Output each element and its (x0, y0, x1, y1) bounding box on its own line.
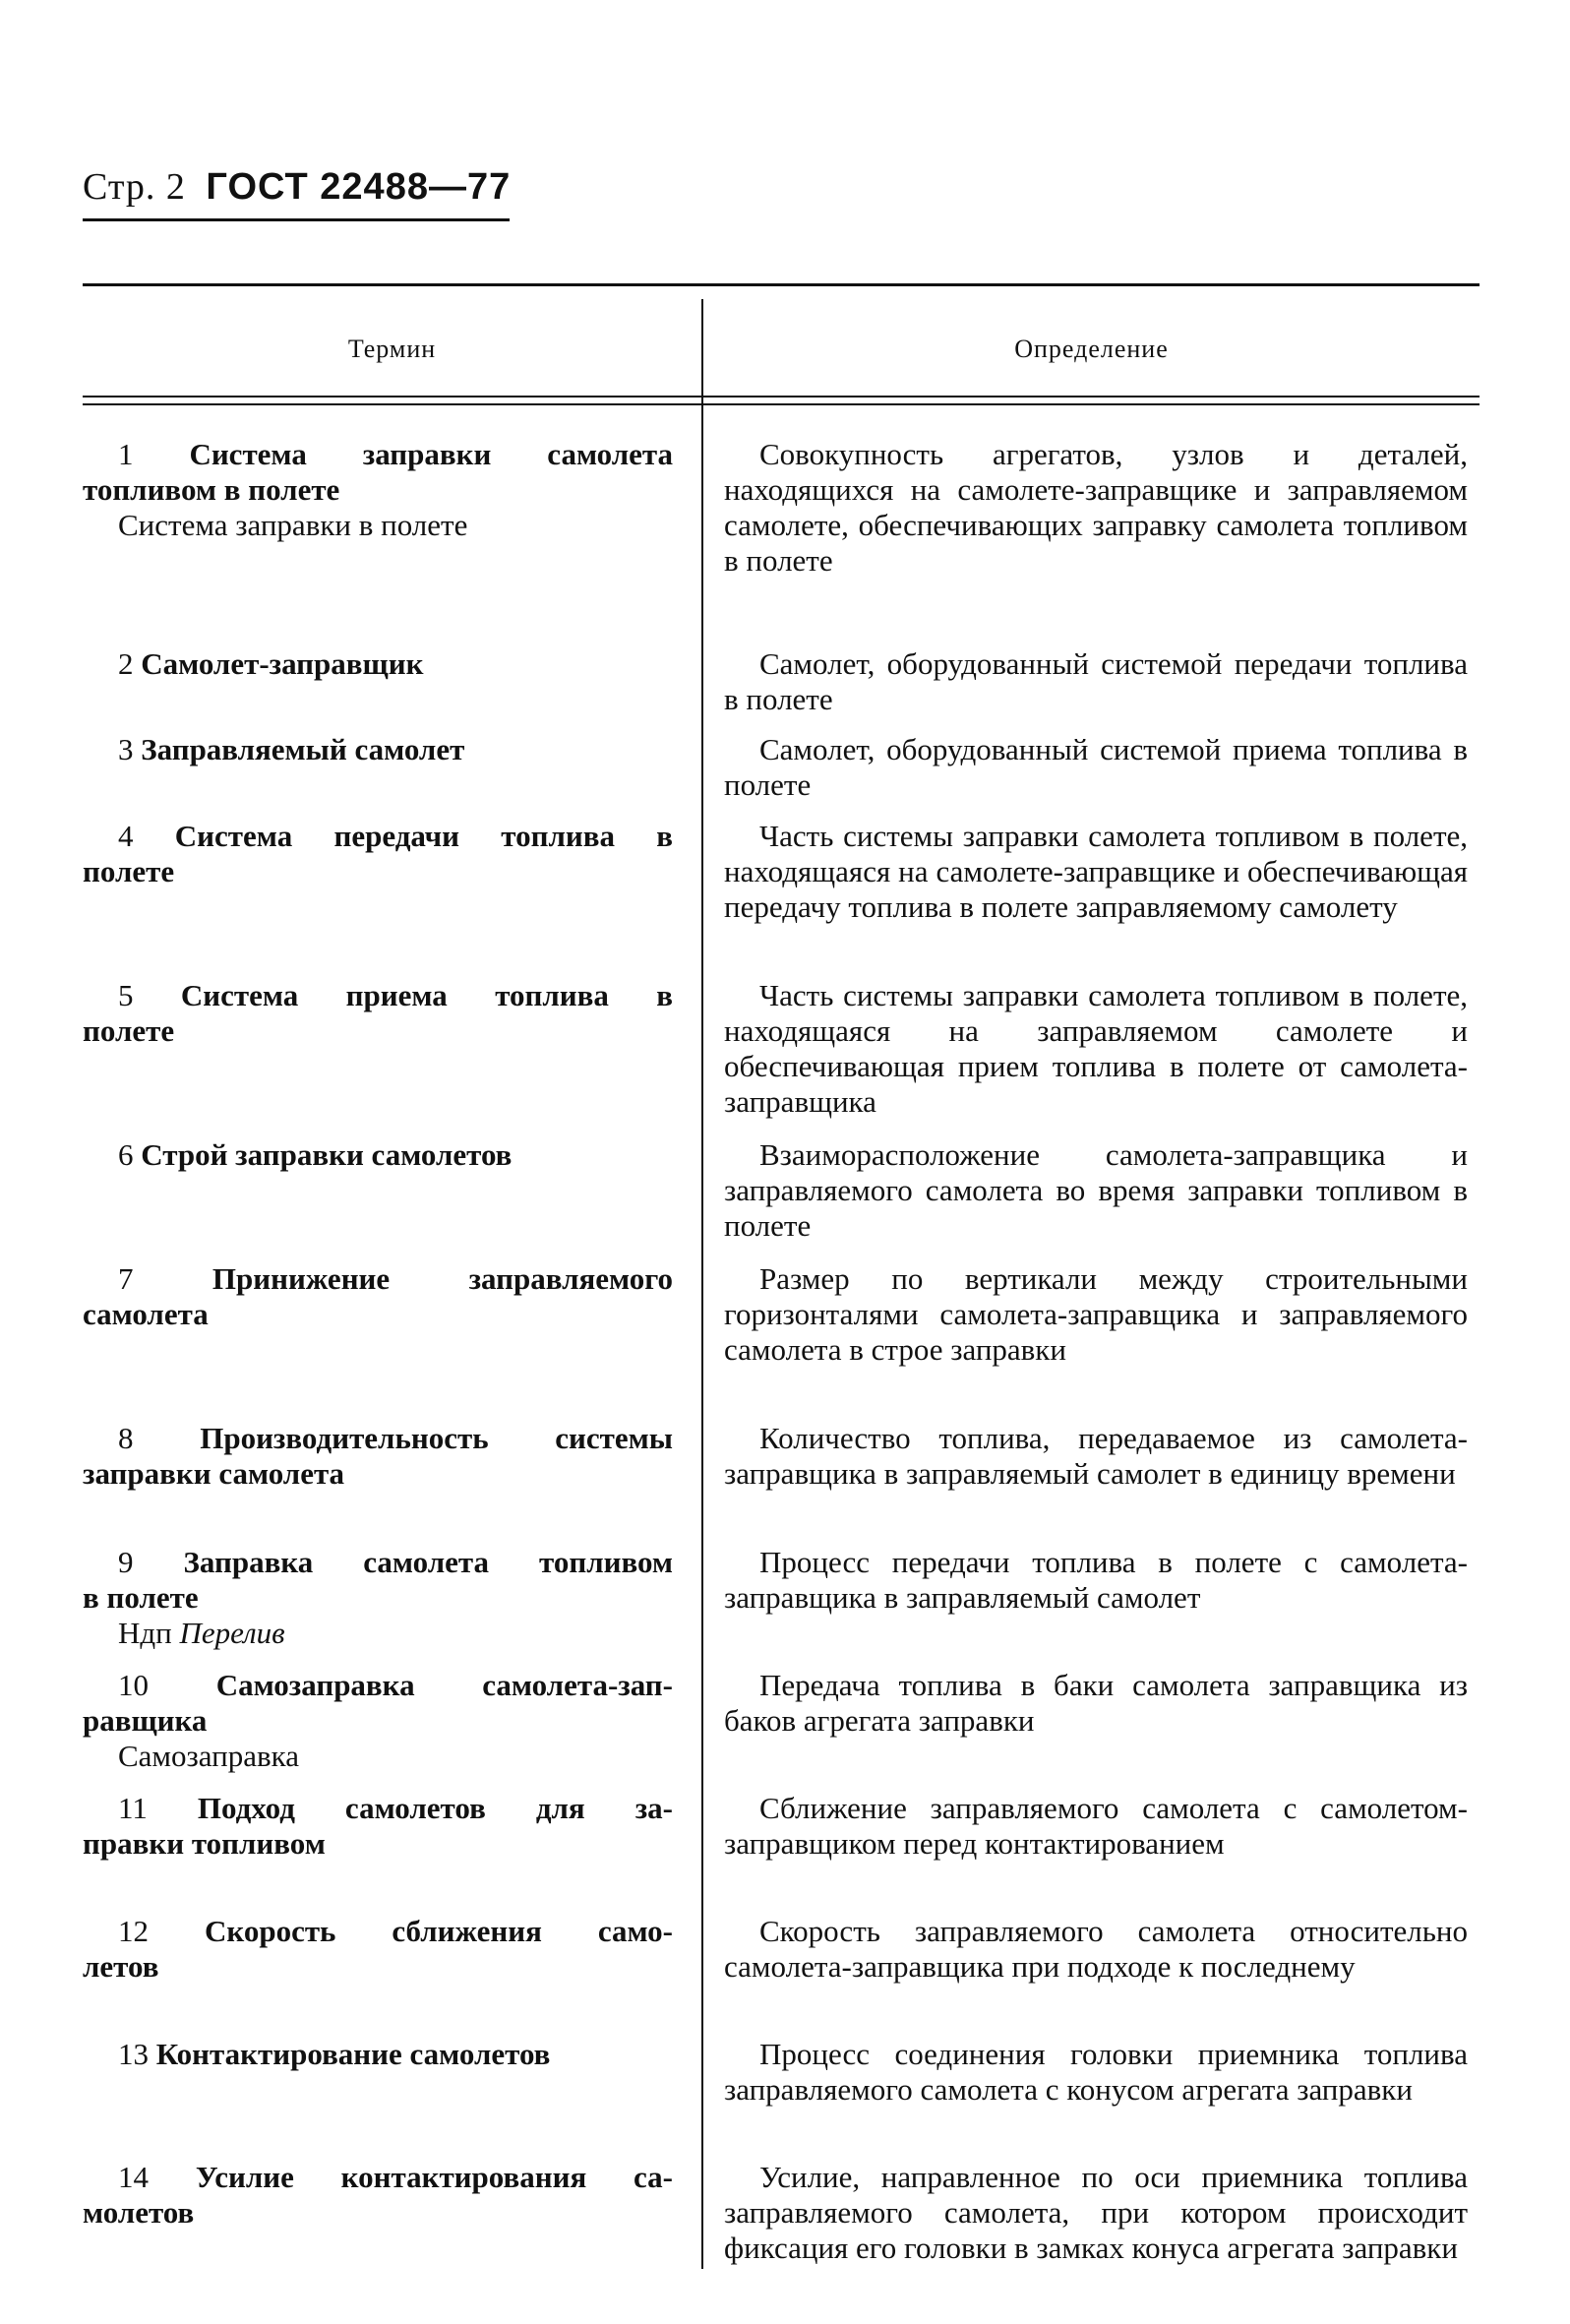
synonym-text: Система заправки в полете (118, 508, 468, 542)
term-name: Подход самолетов для за- (197, 1791, 673, 1825)
term-number: 10 (118, 1668, 149, 1702)
term-name-continued: топливом в полете (83, 472, 340, 507)
term-name-continued: в полете (83, 1580, 199, 1615)
term-name: Система заправки самолета (189, 437, 673, 471)
term-line (83, 1261, 673, 1297)
term-number: 14 (118, 2160, 149, 2194)
term-line (83, 819, 673, 854)
definition-cell: Взаиморасположение самолета-заправщика и заправляемого самолета во время заправки топливом в полете (724, 1137, 1468, 1243)
term-synonym (83, 1616, 673, 1651)
term-line (83, 978, 673, 1013)
definition-cell: Процесс передачи топлива в полете с самолета-заправщика в заправляемый самолет (724, 1545, 1468, 1615)
term-number: 4 (118, 819, 134, 853)
term-number: 8 (118, 1421, 134, 1455)
term-number: 3 (118, 732, 134, 766)
term-number: 5 (118, 978, 134, 1012)
term-number: 11 (118, 1791, 148, 1825)
term-name: Заправляемый самолет (141, 732, 465, 766)
synonym-text: Ндп (118, 1616, 172, 1650)
term-number: 12 (118, 1914, 149, 1948)
term-cell (83, 978, 673, 1049)
term-cell (83, 2037, 673, 2072)
term-name: Самозаправка самолета-зап- (215, 1668, 673, 1702)
definition-cell: Совокупность агрегатов, узлов и деталей, находящихся на самолете-заправщике и заправляемом самолете, обеспечивающих заправку самолета топливом в полете (724, 437, 1468, 578)
term-number: 9 (118, 1545, 134, 1579)
column-divider (701, 299, 703, 2269)
definition-cell: Передача топлива в баки самолета заправщика из баков агрегата заправки (724, 1668, 1468, 1738)
column-header-definition: Определение (1014, 335, 1169, 363)
synonym-text: Самозаправка (118, 1739, 299, 1773)
term-line (83, 1421, 673, 1456)
deprecated-term: Перелив (179, 1616, 285, 1650)
definition-cell: Часть системы заправки самолета топливом в полете, находящаяся на самолете-заправщике и обеспечивающая передачу топлива в полете заправляемому самолету (724, 819, 1468, 924)
term-synonym (83, 1739, 673, 1774)
term-line (83, 1545, 673, 1580)
definition-cell: Часть системы заправки самолета топливом в полете, находящаяся на заправляемом самолете и обеспечивающая прием топлива в полете от самолета-заправщика (724, 978, 1468, 1119)
term-name: Усилие контактирования са- (195, 2160, 674, 2194)
term-name: Производительность системы (200, 1421, 673, 1455)
definition-cell: Размер по вертикали между строительными горизонталями самолета-заправщика и заправляемого самолета в строе заправки (724, 1261, 1468, 1367)
term-number: 6 (118, 1137, 134, 1172)
header-rule (83, 218, 510, 221)
term-name: Самолет-заправщик (141, 646, 424, 681)
term-cell (83, 437, 673, 543)
term-line (83, 646, 673, 682)
term-cell (83, 1668, 673, 1774)
definition-cell: Самолет, оборудованный системой приема топлива в полете (724, 732, 1468, 802)
term-cell (83, 732, 673, 767)
term-name: Строй заправки самолетов (141, 1137, 513, 1172)
page-header (83, 165, 511, 209)
term-line (83, 2037, 673, 2072)
definition-cell: Самолет, оборудованный системой передачи топлива в полете (724, 646, 1468, 716)
term-cell (83, 2160, 673, 2231)
term-name-continued: летов (83, 1949, 159, 1984)
term-name-continued: заправки самолета (83, 1456, 345, 1491)
term-line (83, 437, 673, 472)
standard-number: ГОСТ 22488—77 (206, 166, 512, 208)
table-header-rule-double (83, 403, 1479, 405)
term-cell (83, 1421, 673, 1492)
term-line (83, 1137, 673, 1173)
term-cell (83, 1914, 673, 1985)
term-line (83, 1791, 673, 1826)
definition-cell: Процесс соединения головки приемника топлива заправляемого самолета с конусом агрегата заправки (724, 2037, 1468, 2107)
term-cell (83, 1261, 673, 1332)
term-name-continued: равщика (83, 1703, 208, 1738)
term-number: 1 (118, 437, 134, 471)
term-cell (83, 1545, 673, 1651)
term-name: Система передачи топлива в (174, 819, 673, 853)
definition-cell: Количество топлива, передаваемое из самолета-заправщика в заправляемый самолет в единицу времени (724, 1421, 1468, 1491)
term-cell (83, 1791, 673, 1862)
column-header-term: Термин (347, 335, 437, 363)
definition-cell: Сближение заправляемого самолета с самолетом-заправщиком перед контактированием (724, 1791, 1468, 1861)
term-cell (83, 1137, 673, 1173)
term-cell (83, 819, 673, 889)
term-line (83, 1668, 673, 1703)
term-synonym (83, 508, 673, 543)
term-name-continued: полете (83, 854, 175, 888)
term-name: Система приема топлива в (180, 978, 673, 1012)
term-name-continued: молетов (83, 2195, 195, 2230)
term-line (83, 2160, 673, 2195)
term-cell (83, 646, 673, 682)
term-name: Принижение заправляемого (211, 1261, 674, 1296)
definition-cell: Усилие, направленное по оси приемника топлива заправляемого самолета, при котором происходит фиксация его головки в замках конуса агрегата заправки (724, 2160, 1468, 2265)
term-name-continued: полете (83, 1013, 175, 1048)
term-number: 2 (118, 646, 134, 681)
table-header-rule (83, 396, 1479, 398)
definition-cell: Скорость заправляемого самолета относительно самолета-заправщика при подходе к последнему (724, 1914, 1468, 1984)
term-name: Контактирование самолетов (155, 2037, 551, 2071)
term-name: Заправка самолета топливом (183, 1545, 674, 1579)
term-name-continued: правки топливом (83, 1826, 326, 1861)
term-line (83, 732, 673, 767)
term-number: 7 (118, 1261, 134, 1296)
term-name: Скорость сближения само- (204, 1914, 674, 1948)
term-line (83, 1914, 673, 1949)
page-label: Стр. 2 (83, 166, 186, 208)
term-name-continued: самолета (83, 1297, 209, 1331)
table-top-rule (83, 283, 1479, 286)
term-number: 13 (118, 2037, 149, 2071)
